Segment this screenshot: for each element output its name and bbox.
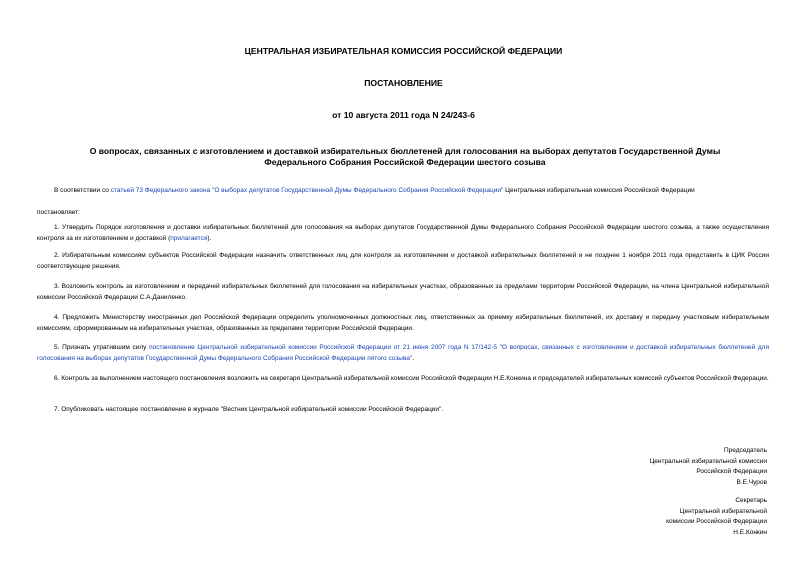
paragraph-5-text-end: . <box>412 354 415 362</box>
chairman-name: В.Е.Чуров <box>736 478 767 486</box>
paragraph-1-text: 1. Утвердить Порядок изготовления и доставки избирательных бюллетеней для голосования на выборах депутатов Государственной Думы Федерального Собрания Российской Федерации шестого созыва, а также осуществления контроля за их изготовлением и доставкой ( <box>37 224 769 242</box>
organization-title: ЦЕНТРАЛЬНАЯ ИЗБИРАТЕЛЬНАЯ КОМИССИЯ РОССИЙСКОЙ ФЕДЕРАЦИИ <box>244 46 563 56</box>
preamble-text-before: В соответствии со <box>54 187 111 194</box>
resolves-line: постановляет: <box>37 209 80 216</box>
paragraph-7: 7. Опубликовать настоящее постановление в журнале "Вестник Центральной избирательной комиссии Российской Федерации". <box>54 406 444 413</box>
repealed-resolution-link[interactable]: постановление Центральной избирательной комиссии Российской Федерации от 21 июня 2007 года N 17/142-5 "О вопросах, связанных с изготовлением и доставкой избирательных бюллетеней для голосования на выборах депутатов Государственной Думы Федерального Собрания Российской Федерации пятого созыва" <box>37 344 769 362</box>
preamble-paragraph <box>37 186 769 197</box>
paragraph-6: 6. Контроль за выполнением настоящего постановления возложить на секретаря Центральной избирательной комиссии Российской Федерации Н.Е.Конкина и председателей избирательных комиссий субъектов Российской Федерации. <box>54 375 769 382</box>
paragraph-1-text-end: ). <box>207 234 212 242</box>
paragraph-4: 4. Предложить Министерству иностранных дел Российской Федерации определить уполномоченных должностных лиц, ответственных за приемку избирательных бюллетеней, их доставку и передачу участковым избирательным комиссиям, сформированным на избирательных участках, образованных за пределами территории Российской Федерации. <box>37 314 769 332</box>
chairman-role: Председатель <box>723 447 767 454</box>
chairman-org-line-1: Центральной избирательной комиссии <box>649 457 767 465</box>
secretary-org-line-1: Центральной избирательной <box>679 507 767 515</box>
secretary-role: Секретарь <box>735 497 767 504</box>
paragraph-1 <box>37 223 769 244</box>
paragraph-3: 3. Возложить контроль за изготовлением и передачей избирательных бюллетеней для голосования на избирательных участках, образованных за пределами территории Российской Федерации, на члена Центральной избирательной комиссии Российской Федерации С.А.Даниленко. <box>37 283 769 301</box>
preamble-text-after: Центральная избирательная комиссия Российской Федерации <box>503 187 695 194</box>
paragraph-2: 2. Избирательным комиссиям субъектов Российской Федерации назначить ответственных лиц для контроля за изготовлением и доставкой избирательных бюллетеней и не позднее 1 ноября 2011 года представить в ЦИК России соответствующие решения. <box>37 252 769 270</box>
secretary-name: Н.Е.Конкин <box>733 528 767 536</box>
secretary-org-line-2: комиссии Российской Федерации <box>666 518 767 525</box>
secretary-signature-block <box>547 496 767 538</box>
document-date-number: от 10 августа 2011 года N 24/243-6 <box>332 110 475 120</box>
paragraph-5 <box>37 343 769 364</box>
document-type: ПОСТАНОВЛЕНИЕ <box>364 78 443 88</box>
document-subject: О вопросах, связанных с изготовлением и доставкой избирательных бюллетеней для голосования на выборах депутатов Государственной Думы Федерального Собрания Российской Федерации шестого созыва <box>89 146 721 167</box>
chairman-signature-block <box>547 446 767 488</box>
chairman-org-line-2: Российской Федерации <box>696 468 767 475</box>
attachment-link[interactable]: прилагается <box>170 234 208 242</box>
paragraph-5-text: 5. Признать утратившим силу <box>54 344 150 351</box>
federal-law-link[interactable]: статьей 73 Федерального закона "О выборах депутатов Государственной Думы Федерального Собрания Российской Федерации" <box>110 187 504 194</box>
